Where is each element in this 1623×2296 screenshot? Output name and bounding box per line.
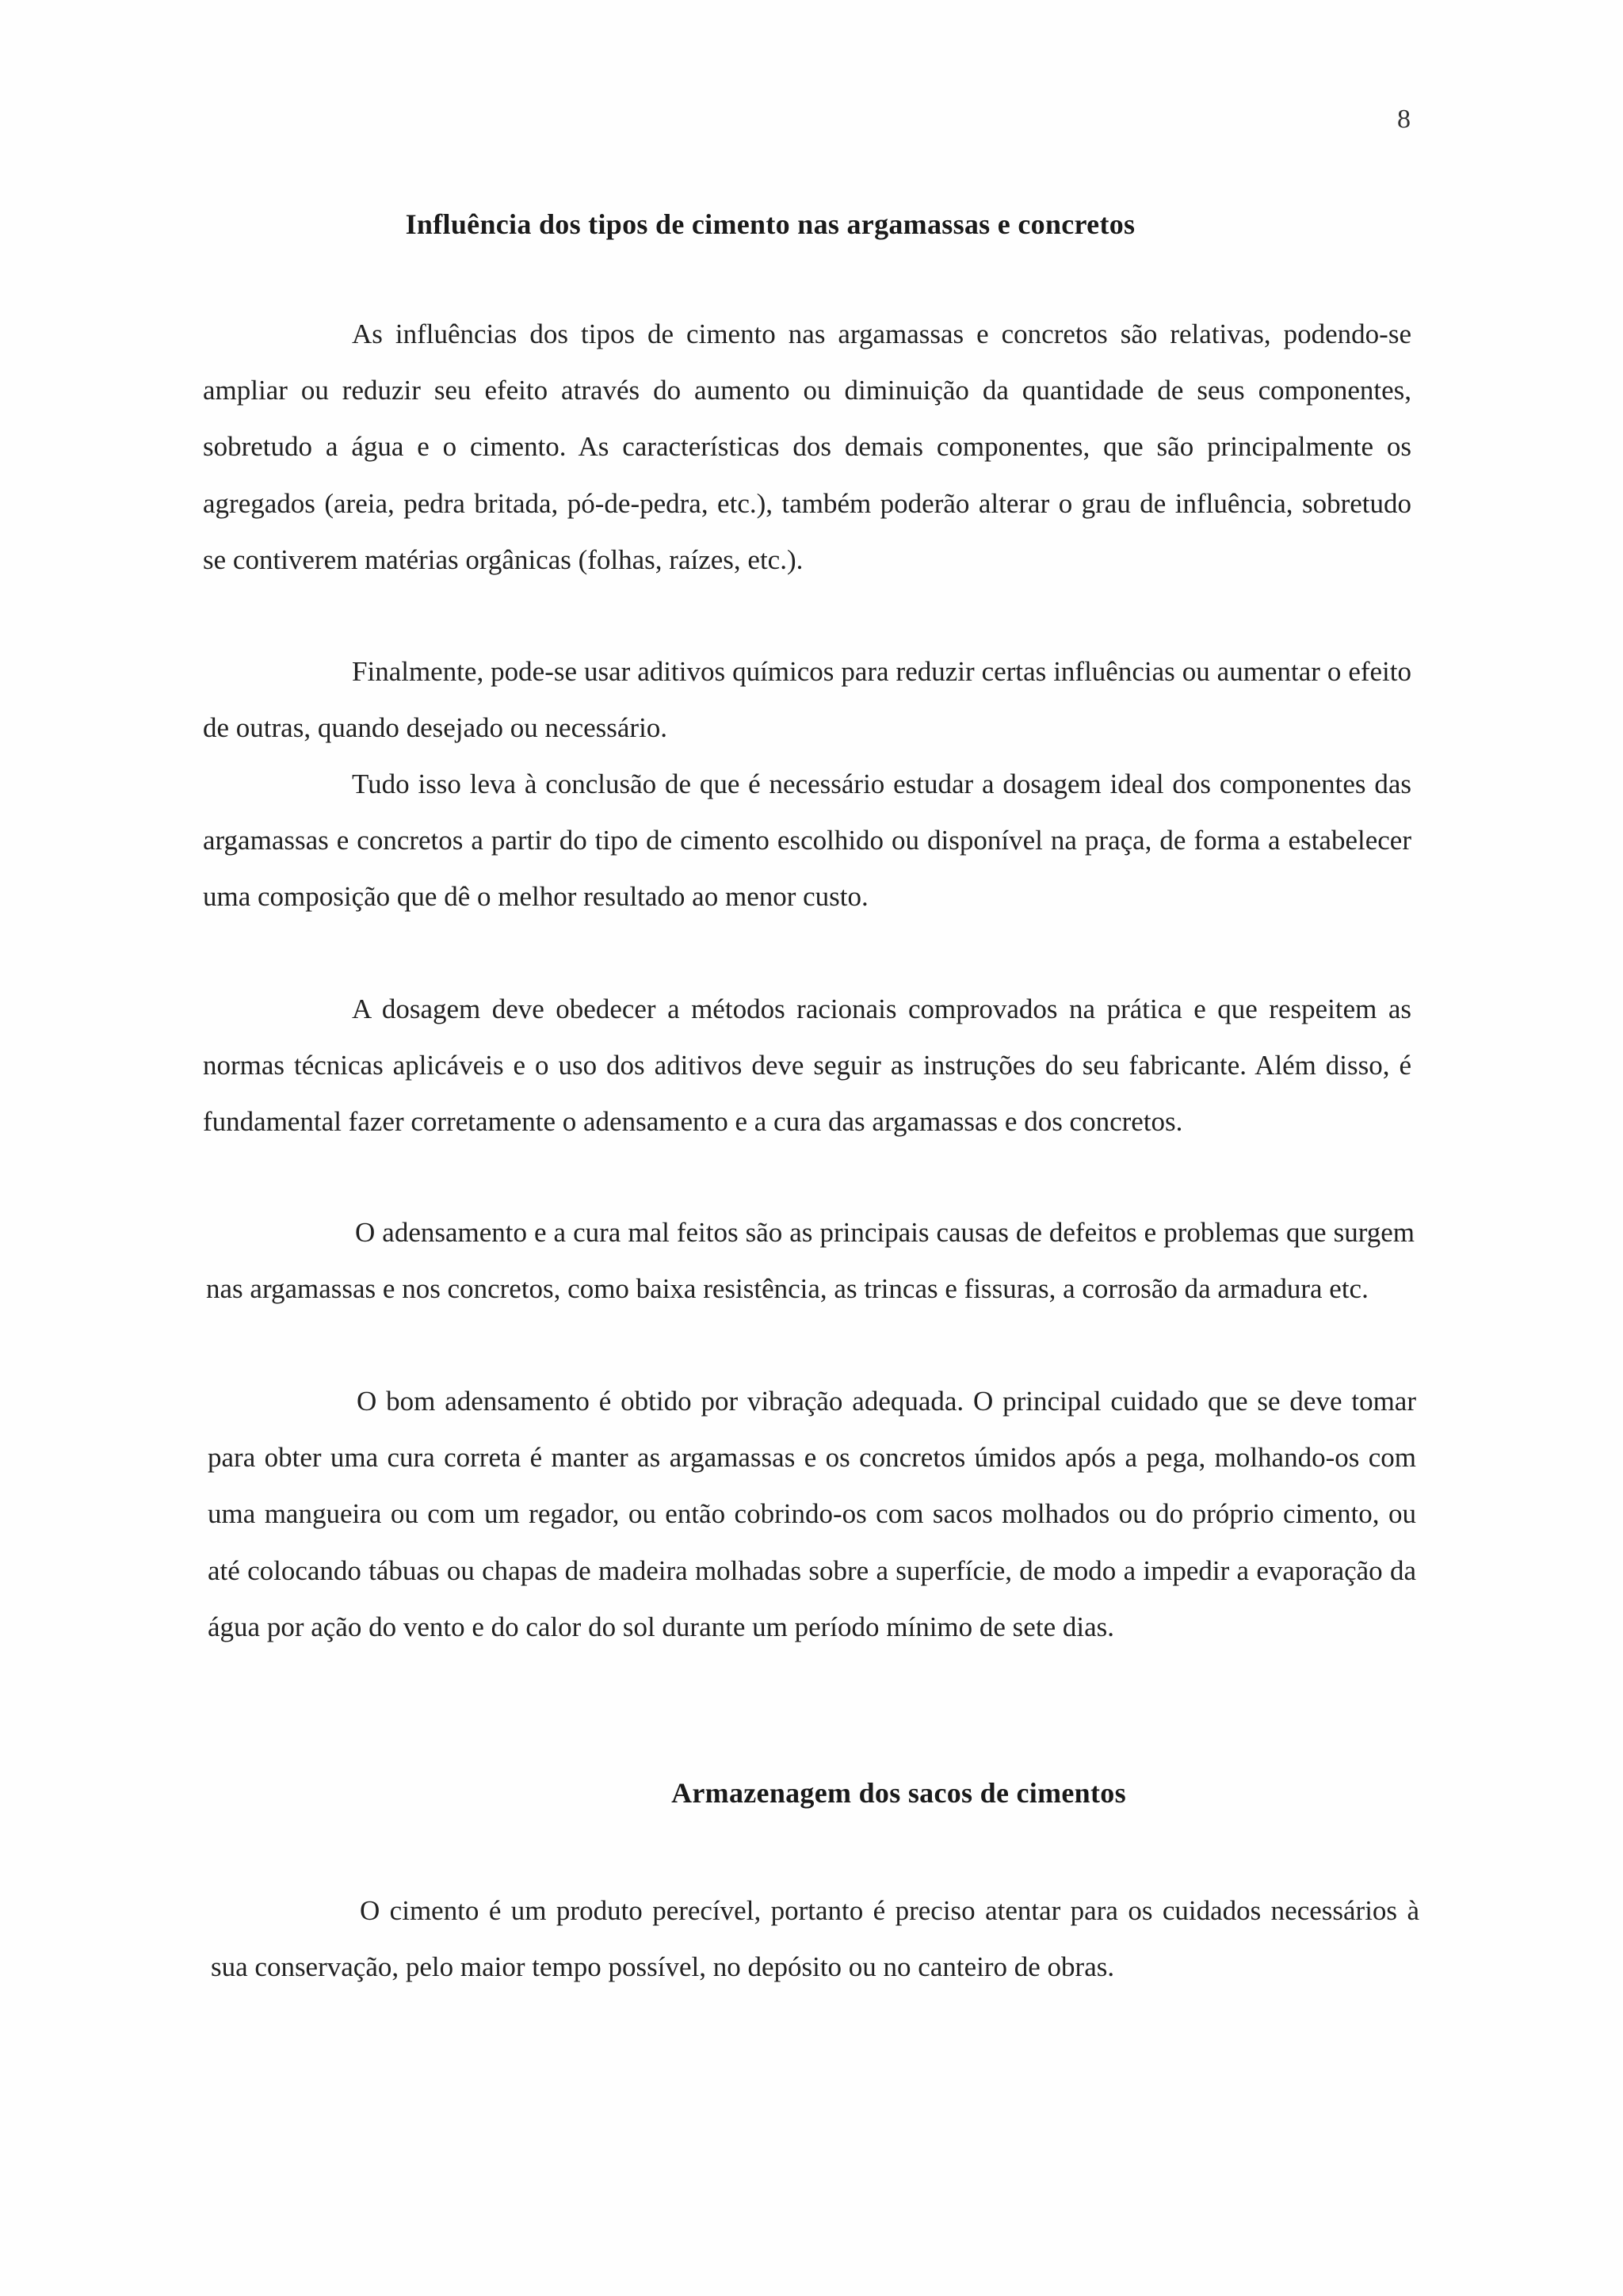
section-title-cement-storage: Armazenagem dos sacos de cimentos <box>671 1777 1126 1809</box>
paragraph-ideal-dosage: Tudo isso leva à conclusão de que é necessário estudar a dosagem ideal dos componentes das argamassas e concretos a partir do tipo de cimento escolhido ou disponível na praça, de forma a estabelecer uma composição que dê o melhor resultado ao menor custo. <box>203 769 1411 913</box>
paragraph-chemical-additives: Finalmente, pode-se usar aditivos químicos para reduzir certas influências ou aumentar o efeito de outras, quando desejado ou necessário. <box>203 656 1411 744</box>
section-title-cement-influence: Influência dos tipos de cimento nas argamassas e concretos <box>405 208 1136 240</box>
paragraph-curing-care: O bom adensamento é obtido por vibração adequada. O principal cuidado que se deve tomar para obter uma cura correta é manter as argamassas e os concretos úmidos após a pega, molhando-os com uma mangueira ou com um regador, ou então cobrindo-os com sacos molhados ou do próprio cimento, ou até colocando tábuas ou chapas de madeira molhadas sobre a superfície, de modo a impedir a evaporação da água por ação do vento e do calor do sol durante um período mínimo de sete dias. <box>208 1386 1416 1642</box>
paragraph-influence-relative: As influências dos tipos de cimento nas argamassas e concretos são relativas, podendo-se ampliar ou reduzir seu efeito através do aumento ou diminuição da quantidade de seus componentes, sobretudo a água e o cimento. As características dos demais componentes, que são principalmente os agregados (areia, pedra britada, pó-de-pedra, etc.), também poderão alterar o grau de influência, sobretudo se contiverem matérias orgânicas (folhas, raízes, etc.). <box>203 318 1411 575</box>
paragraph-rational-methods: A dosagem deve obedecer a métodos racionais comprovados na prática e que respeitem as normas técnicas aplicáveis e o uso dos aditivos deve seguir as instruções do seu fabricante. Além disso, é fundamental fazer corretamente o adensamento e a cura das argamassas e dos concretos. <box>203 994 1411 1138</box>
paragraph-defect-causes: O adensamento e a cura mal feitos são as principais causas de defeitos e problemas que surgem nas argamassas e nos concretos, como baixa resistência, as trincas e fissuras, a corrosão da armadura etc. <box>206 1217 1415 1305</box>
page-number: 8 <box>1397 105 1411 134</box>
paragraph-perishable-cement: O cimento é um produto perecível, portanto é preciso atentar para os cuidados necessários à sua conservação, pelo maior tempo possível, no depósito ou no canteiro de obras. <box>211 1895 1419 1983</box>
